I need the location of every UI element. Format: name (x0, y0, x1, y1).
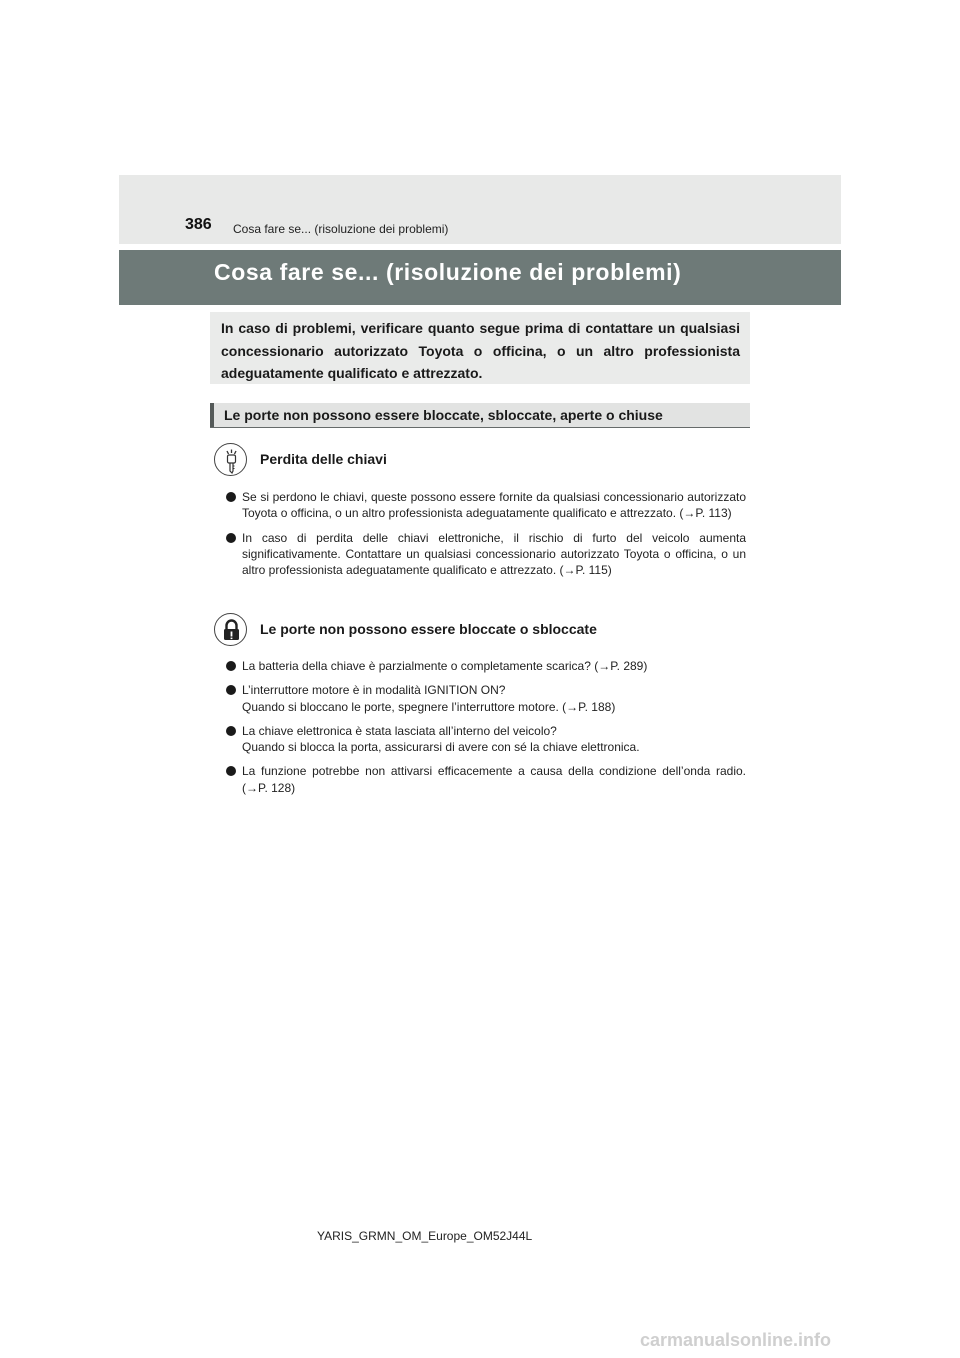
bullet-list-doors-lock (226, 658, 746, 804)
bullet-dot (226, 726, 236, 736)
list-item: La chiave elettronica è stata lasciata all’interno del veicolo? Quando si blocca la porta, assicurarsi di avere con sé la chiave elettronica. (226, 723, 746, 756)
header-band (119, 175, 841, 244)
page-title: Cosa fare se... (risoluzione dei problemi) (214, 259, 682, 285)
section-heading-bar (210, 403, 750, 428)
section-heading: Le porte non possono essere bloccate, sbloccate, aperte o chiuse (224, 407, 663, 423)
bullet-dot (226, 492, 236, 502)
list-item: La batteria della chiave è parzialmente o completamente scarica? (→P. 289) (226, 658, 746, 674)
section-accent (210, 403, 214, 427)
list-item: Se si perdono le chiavi, queste possono essere fornite da qualsiasi concessionario autorizzato Toyota o officina, o un altro professionista adeguatamente qualificato e attrezzato. (→P. 113) (226, 489, 746, 522)
list-item: La funzione potrebbe non attivarsi efficacemente a causa della condizione dell’onda radio. (→P. 128) (226, 763, 746, 796)
watermark: carmanualsonline.info (640, 1330, 832, 1350)
bullet-dot (226, 685, 236, 695)
bullet-dot (226, 661, 236, 671)
list-item: In caso di perdita delle chiavi elettroniche, il rischio di furto del veicolo aumenta significativamente. Contattare un qualsiasi concessionario autorizzato Toyota o officina, o un altro professionista adeguatamente qualificato e attrezzato. (→P. 115) (226, 530, 746, 579)
bullet-dot (226, 766, 236, 776)
subsection-title-lost-keys: Perdita delle chiavi (260, 451, 387, 467)
key-icon (214, 443, 247, 476)
list-item: L’interruttore motore è in modalità IGNITION ON? Quando si bloccano le porte, spegnere l’interruttore motore. (→P. 188) (226, 682, 746, 715)
bullet-list-lost-keys (226, 489, 746, 586)
document-code: YARIS_GRMN_OM_Europe_OM52J44L (317, 1229, 533, 1243)
intro-box (210, 312, 750, 384)
bullet-dot (226, 533, 236, 543)
running-head: Cosa fare se... (risoluzione dei problemi) (233, 222, 449, 236)
subsection-title-doors-lock: Le porte non possono essere bloccate o sbloccate (260, 621, 597, 637)
intro-text: In caso di problemi, verificare quanto segue prima di contattare un qualsiasi concessionario autorizzato Toyota o officina, o un altro professionista adeguatamente qualificato e attrezzato. (221, 320, 740, 381)
page-number: 386 (185, 216, 212, 233)
padlock-icon (214, 613, 247, 646)
